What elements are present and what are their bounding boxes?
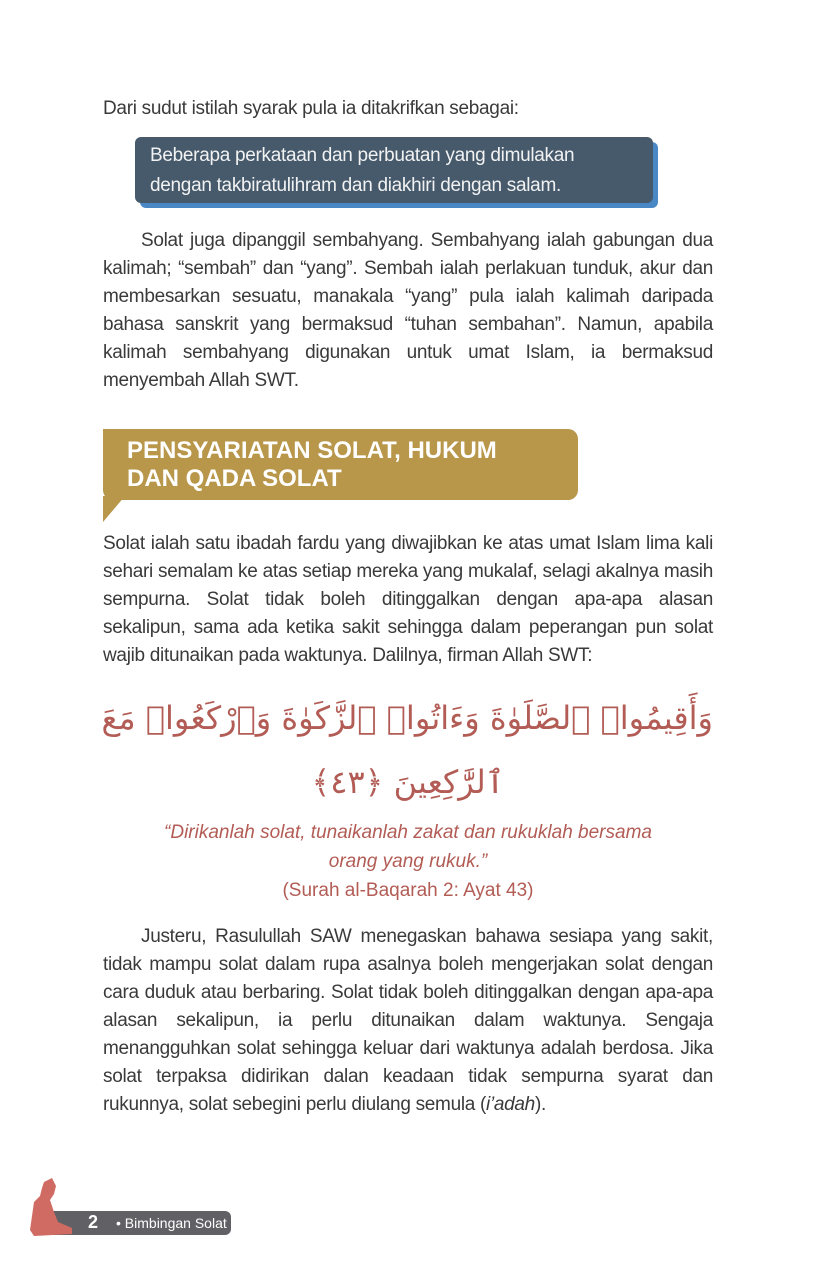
praying-figure-icon — [28, 1178, 74, 1238]
verse-translation — [103, 818, 713, 876]
translation-line: orang yang rukuk.” — [328, 851, 488, 872]
paragraph-end: ). — [534, 1094, 546, 1115]
callout-line: Beberapa perkataan dan perbuatan yang dimulakan — [150, 145, 575, 166]
book-title: • Bimbingan Solat — [116, 1215, 227, 1231]
heading-line: DAN QADA SOLAT — [127, 465, 342, 492]
paragraph-justeru — [103, 923, 713, 1119]
verse-arabic-line: ٱلرَّٰكِعِينَ ﴿٤٣﴾ — [311, 763, 505, 801]
callout-line: dengan takbiratulihram dan diakhiri dengan salam. — [150, 175, 561, 196]
iadah-term: i’adah — [486, 1094, 535, 1115]
verse-arabic-line: وَأَقِيمُوا۟ ٱلصَّلَوٰةَ وَءَاتُوا۟ ٱلزَّكَوٰةَ وَٱرْكَعُوا۟ مَعَ — [101, 699, 713, 737]
paragraph-text: Justeru, Rasulullah SAW menegaskan bahawa sesiapa yang sakit, tidak mampu solat dalam rupa asalnya boleh mengerjakan solat dengan cara duduk atau berbaring. Solat tidak boleh ditinggalkan dengan apa-apa alasan sekalipun, ia perlu ditunaikan dalam waktunya. Sengaja menangguhkan solat sehingga keluar dari waktunya adalah berdosa. Jika solat terpaksa didirikan dalan keadaan tidak sempurna syarat dan rukunnya, solat sebegini perlu diulang semula ( — [103, 926, 713, 1115]
heading-line: PENSYARIATAN SOLAT, HUKUM — [127, 437, 497, 464]
main-column — [103, 95, 713, 1119]
verse-reference: (Surah al-Baqarah 2: Ayat 43) — [282, 880, 534, 901]
heading-tail-decoration — [103, 496, 125, 522]
definition-callout — [135, 137, 653, 203]
paragraph-sembahyang: Solat juga dipanggil sembahyang. Sembahyang ialah gabungan dua kalimah; “sembah” dan “yang”. Sembah ialah perlakuan tunduk, akur dan membesarkan sesuatu, manakala “yang” pula ialah kalimah daripada bahasa sanskrit yang bermaksud “tuhan sembahan”. Namun, apabila kalimah sembahyang digunakan untuk umat Islam, ia bermaksud menyembah Allah SWT. — [103, 230, 713, 391]
section-heading-wrap — [103, 429, 578, 526]
section-heading — [103, 429, 578, 500]
verse-arabic — [103, 686, 713, 814]
page-number: 2 — [88, 1212, 99, 1232]
intro-text: Dari sudut istilah syarak pula ia ditakrifkan sebagai: — [103, 98, 519, 119]
paragraph-hukum: Solat ialah satu ibadah fardu yang diwajibkan ke atas umat Islam lima kali sehari semalam ke atas setiap mereka yang mukalaf, selagi akalnya masih sempurna. Solat tidak boleh ditinggalkan dengan apa-apa alasan sekalipun, sama ada ketika sakit sehingga dalam peperangan pun solat wajib ditunaikan pada waktunya. Dalilnya, firman Allah SWT: — [103, 533, 713, 666]
translation-line: “Dirikanlah solat, tunaikanlah zakat dan rukuklah bersama — [164, 822, 652, 843]
